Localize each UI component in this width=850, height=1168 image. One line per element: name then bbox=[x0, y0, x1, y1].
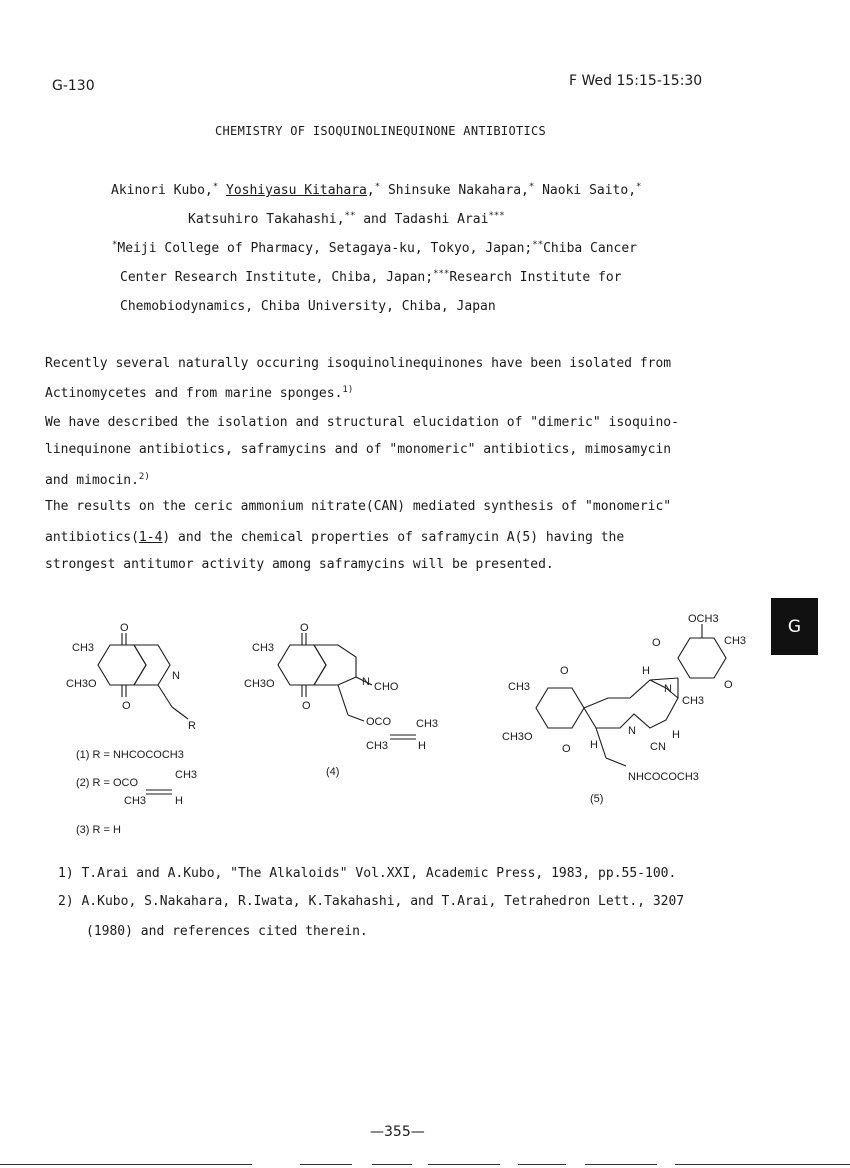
reference-mark: 1) bbox=[342, 385, 354, 395]
affiliation-line-1 bbox=[112, 241, 637, 256]
body-line: We have described the isolation and structural elucidation of "dimeric" isoquino- bbox=[45, 415, 679, 430]
methyl-label-2: CH3 bbox=[682, 695, 705, 707]
nitrogen-2: N bbox=[628, 725, 636, 737]
structure-1-3 bbox=[60, 615, 220, 855]
footer-rule bbox=[300, 1164, 352, 1165]
body-text: antibiotics( bbox=[45, 530, 139, 545]
author-saito: Naoki Saito, bbox=[542, 183, 637, 198]
methyl-label-3: CH3 bbox=[508, 681, 531, 693]
oxygen-top: O bbox=[120, 622, 129, 634]
affiliation-chiba-institute: Center Research Institute, Chiba, Japan; bbox=[120, 270, 434, 285]
oxygen-2: O bbox=[724, 679, 733, 691]
hydrogen-1: H bbox=[642, 665, 650, 677]
amide-label: NHCOCOCH3 bbox=[628, 771, 699, 783]
bond bbox=[158, 685, 172, 707]
footnote-mark: ** bbox=[344, 211, 356, 221]
footnote-mark: * bbox=[112, 240, 118, 250]
compound-4-label: (4) bbox=[326, 766, 340, 778]
reference-mark: 2) bbox=[138, 472, 150, 482]
reference-2-continued: (1980) and references cited therein. bbox=[86, 924, 368, 939]
structure-4 bbox=[240, 615, 450, 785]
quinone-ring-upper bbox=[678, 638, 726, 678]
quinone-ring-lower bbox=[536, 688, 584, 728]
body-line: Recently several naturally occuring isoquinolinequinones have been isolated from bbox=[45, 356, 672, 371]
oxygen-4: O bbox=[562, 743, 571, 755]
body-line: strongest antitumor activity among saframycins will be presented. bbox=[45, 557, 554, 572]
bond bbox=[172, 707, 188, 719]
footer-rule bbox=[428, 1164, 500, 1165]
methyl-label: CH3 bbox=[252, 642, 275, 654]
footer-rule bbox=[0, 1164, 252, 1165]
body-line bbox=[45, 530, 624, 545]
nitrogen-label: N bbox=[172, 670, 180, 682]
footnote-mark: *** bbox=[488, 211, 505, 221]
bond bbox=[348, 715, 364, 721]
compound-5-label: (5) bbox=[590, 793, 604, 805]
author-takahashi: Katsuhiro Takahashi, bbox=[188, 212, 345, 227]
body-line bbox=[45, 473, 150, 488]
body-line: The results on the ceric ammonium nitrate(CAN) mediated synthesis of "monomeric" bbox=[45, 499, 672, 514]
dihydropyridine-ring bbox=[314, 645, 356, 685]
footer-rule bbox=[585, 1164, 657, 1165]
hydrogen-label: H bbox=[418, 740, 426, 752]
affiliation-line-3: Chemobiodynamics, Chiba University, Chiba, Japan bbox=[120, 299, 496, 314]
compound-range: 1-4 bbox=[138, 530, 163, 545]
bond bbox=[606, 758, 626, 766]
pyridine-ring bbox=[134, 645, 170, 685]
section-tab-g: G bbox=[771, 598, 818, 655]
methoxy-label-2: CH3O bbox=[502, 731, 533, 743]
footnote-mark: ** bbox=[532, 240, 544, 250]
body-text: ) and the chemical properties of saframycin A(5) having the bbox=[162, 530, 625, 545]
methoxy-label: CH3O bbox=[66, 678, 97, 690]
nitrile-label: CN bbox=[650, 741, 666, 753]
footnote-mark: *** bbox=[433, 269, 450, 279]
body-text: Actinomycetes and from marine sponges. bbox=[45, 386, 343, 401]
footer-rule bbox=[518, 1164, 566, 1165]
oxygen-top: O bbox=[300, 622, 309, 634]
hydrogen-3: H bbox=[672, 729, 680, 741]
affiliation-chiba-cancer: Chiba Cancer bbox=[543, 241, 638, 256]
structure-5 bbox=[500, 608, 760, 808]
compound-2-methyl: CH3 bbox=[175, 769, 198, 781]
session-time: F Wed 15:15-15:30 bbox=[569, 73, 703, 89]
nitrogen-label: N bbox=[362, 676, 370, 688]
methyl-label-3: CH3 bbox=[366, 740, 389, 752]
oxygen-bottom: O bbox=[302, 700, 311, 712]
footer-rule bbox=[372, 1164, 412, 1165]
body-line: linequinone antibiotics, saframycins and of "monomeric" antibiotics, mimosamycin bbox=[45, 442, 672, 457]
compound-2-methyl-2: CH3 bbox=[124, 795, 147, 807]
author-kitahara: Yoshiyasu Kitahara bbox=[226, 183, 367, 198]
ester-label: OCO bbox=[366, 716, 392, 728]
affiliation-research-institute: Research Institute for bbox=[449, 270, 622, 285]
oxygen-3: O bbox=[560, 665, 569, 677]
author-line-2 bbox=[188, 212, 505, 227]
r-group-label: R bbox=[188, 720, 196, 732]
oxygen-bottom: O bbox=[122, 700, 131, 712]
session-code: G-130 bbox=[52, 78, 95, 94]
author-line-1: Akinori Kubo,* Yoshiyasu Kitahara,* Shinsuke Nakahara,* Naoki Saito,* bbox=[111, 182, 642, 198]
hydrogen-2: H bbox=[590, 739, 598, 751]
methoxy-label: CH3O bbox=[244, 678, 275, 690]
author-kubo: Akinori Kubo, bbox=[111, 183, 213, 198]
nitrogen-1: N bbox=[664, 683, 672, 695]
footnote-mark: * bbox=[212, 182, 219, 192]
oxygen-1: O bbox=[652, 637, 661, 649]
methyl-label: CH3 bbox=[72, 642, 95, 654]
methyl-label-2: CH3 bbox=[416, 718, 439, 730]
quinone-ring bbox=[278, 645, 326, 685]
page-number: —355— bbox=[370, 1124, 425, 1140]
footnote-mark: * bbox=[374, 182, 381, 192]
paper-title: CHEMISTRY OF ISOQUINOLINEQUINONE ANTIBIOTICS bbox=[215, 124, 547, 138]
footer-rule bbox=[675, 1164, 850, 1165]
compound-2-label: (2) R = OCO bbox=[76, 777, 139, 789]
author-nakahara: Shinsuke Nakahara, bbox=[387, 183, 529, 198]
affiliation-line-2 bbox=[120, 270, 622, 285]
compound-2-hydrogen: H bbox=[175, 795, 183, 807]
methyl-label: CH3 bbox=[724, 635, 747, 647]
author-arai: and Tadashi Arai bbox=[363, 212, 489, 227]
reference-2: 2) A.Kubo, S.Nakahara, R.Iwata, K.Takahashi, and T.Arai, Tetrahedron Lett., 3207 bbox=[58, 894, 685, 909]
compound-3-label: (3) R = H bbox=[76, 824, 121, 836]
bond bbox=[338, 685, 348, 715]
compound-1-label: (1) R = NHCOCOCH3 bbox=[76, 749, 184, 761]
body-line bbox=[45, 386, 353, 401]
formyl-label: CHO bbox=[374, 681, 399, 693]
body-text: and mimocin. bbox=[45, 473, 139, 488]
methoxy-label: OCH3 bbox=[688, 613, 719, 625]
quinone-ring bbox=[98, 645, 146, 685]
footnote-mark: * bbox=[528, 182, 535, 192]
footnote-mark: * bbox=[636, 182, 642, 192]
affiliation-meiji: Meiji College of Pharmacy, Setagaya-ku, Tokyo, Japan; bbox=[117, 241, 533, 256]
reference-1: 1) T.Arai and A.Kubo, "The Alkaloids" Vol.XXI, Academic Press, 1983, pp.55-100. bbox=[58, 866, 677, 881]
